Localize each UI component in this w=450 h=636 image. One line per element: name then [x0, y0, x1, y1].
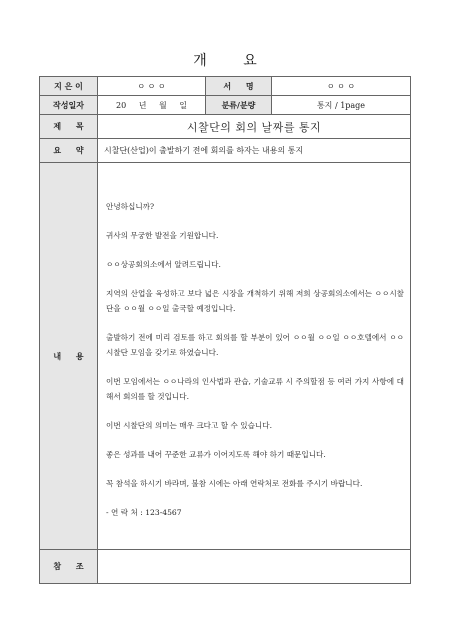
content-paragraph: 귀사의 무궁한 발전을 기원합니다. [106, 231, 219, 240]
category-value[interactable]: 통지 / 1page [272, 96, 411, 115]
content-paragraph: ㅇㅇ상공회의소에서 알려드립니다. [106, 260, 221, 269]
content-paragraph: 지역의 산업을 육성하고 보다 넓은 시장을 개척하기 위해 저희 상공회의소에서는 ㅇㅇ시찰단을 ㅇㅇ월 ㅇㅇ일 출국할 예정입니다. [106, 289, 404, 313]
author-label: 지 은 이 [40, 77, 98, 96]
document-title: 개 요 [193, 53, 273, 69]
date-value[interactable]: 20 년 월 일 [98, 96, 206, 115]
content-paragraph: 출발하기 전에 미리 검토를 하고 회의를 할 부분이 있어 ㅇㅇ월 ㅇㅇ일 ㅇㅇ호텔에서 ㅇㅇ시찰단 모임을 갖기로 하였습니다. [106, 333, 404, 357]
reference-label: 참 조 [40, 550, 98, 584]
content-paragraph: 안녕하십니까? [106, 202, 155, 211]
date-label: 작성일자 [40, 96, 98, 115]
subject-row [40, 115, 411, 139]
reference-row [40, 550, 411, 584]
category-label: 분류/분량 [206, 96, 272, 115]
contact-line: - 연 락 처 : 123-4567 [106, 508, 182, 517]
summary-value[interactable]: 시찰단(산업)이 출발하기 전에 회의를 하자는 내용의 통지 [98, 139, 411, 163]
content-paragraph: 좋은 성과를 내어 꾸준한 교류가 이어지도록 해야 하기 때문입니다. [106, 450, 326, 459]
content-body[interactable] [98, 163, 411, 550]
content-paragraph: 이번 모임에서는 ㅇㅇ나라의 인사법과 관습, 기술교류 시 주의할점 등 여러 가지 사항에 대해서 회의를 할 것입니다. [106, 377, 404, 401]
content-paragraph: 이번 시찰단의 의미는 매우 크다고 할 수 있습니다. [106, 421, 273, 430]
overview-form-table [39, 76, 411, 584]
author-row [40, 77, 411, 96]
signature-label: 서 명 [206, 77, 272, 96]
signature-value[interactable]: ㅇ ㅇ ㅇ [272, 77, 411, 96]
author-value[interactable]: ㅇ ㅇ ㅇ [98, 77, 206, 96]
summary-label: 요 약 [40, 139, 98, 163]
summary-row [40, 139, 411, 163]
content-row [40, 163, 411, 550]
content-label: 내 용 [40, 163, 98, 550]
reference-value[interactable] [98, 550, 411, 584]
subject-value[interactable]: 시찰단의 회의 날짜를 통지 [98, 115, 411, 139]
content-paragraph: 꼭 참석을 하시기 바라며, 불참 시에는 아래 연락처로 전화를 주시기 바랍니다. [106, 479, 363, 488]
subject-label: 제 목 [40, 115, 98, 139]
date-row [40, 96, 411, 115]
